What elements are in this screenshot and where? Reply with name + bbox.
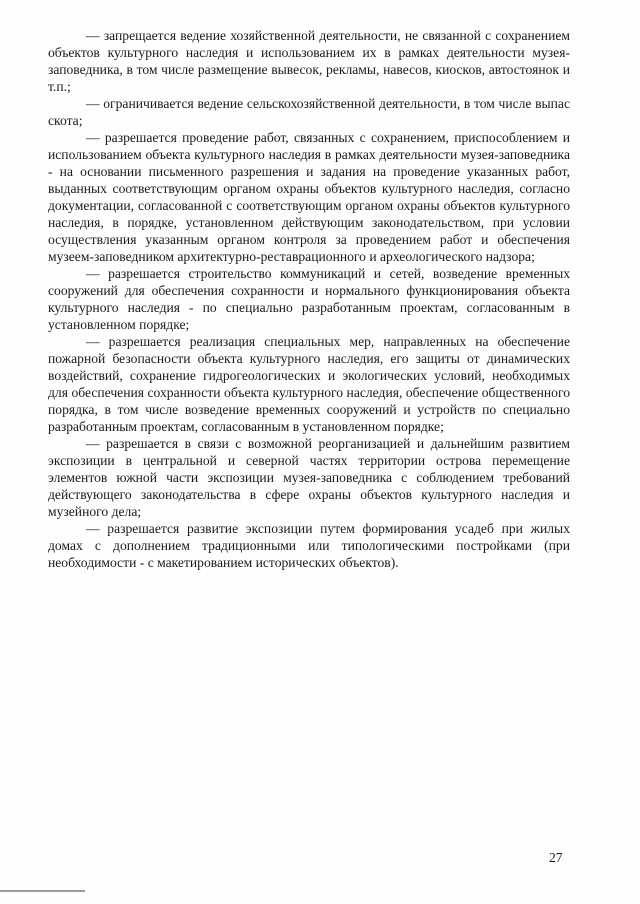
paragraph-agriculture-limit: — ограничивается ведение сельскохозяйственной деятельности, в том числе выпас скота; xyxy=(48,96,570,128)
page-number: 27 xyxy=(549,850,563,865)
scan-edge-mark xyxy=(0,890,85,892)
paragraph-exposition-relocation: — разрешается в связи с возможной реорганизацией и дальнейшим развитием экспозиции в центральной и северной частях территории острова перемещение элементов южной части экспозиции музея-заповедника с соблюдением требований действующего законодательства в сфере охраны объектов культурного наследия и музейного дела; xyxy=(48,436,570,519)
paragraph-conservation-works: — разрешается проведение работ, связанных с сохранением, приспособлением и использованием объекта культурного наследия в рамках деятельности музея-заповедника - на основании письменного разрешения и задания на проведение указанных работ, выданных соответствующим органом охраны объектов культурного наследия, согласно документации, согласованной с соответствующим органом охраны объектов культурного наследия, в порядке, установленном действующим законодательством, при условии осуществления указанным органом контроля за проведением работ и обеспечения музеем-заповедником архитектурно-реставрационного и археологического надзора; xyxy=(48,130,570,264)
document-body xyxy=(48,27,570,571)
paragraph-utilities-construction: — разрешается строительство коммуникаций и сетей, возведение временных сооружений для обеспечения сохранности и нормального функционирования объекта культурного наследия - по специально разработанным проектам, согласованным в установленном порядке; xyxy=(48,266,570,332)
paragraph-exposition-development: — разрешается развитие экспозиции путем формирования усадеб при жилых домах с дополнением традиционными или типологическими постройками (при необходимости - с макетированием исторических объектов). xyxy=(48,521,570,570)
paragraph-economic-activity-ban: — запрещается ведение хозяйственной деятельности, не связанной с сохранением объектов культурного наследия и использованием их в рамках деятельности музея-заповедника, в том числе размещение вывесок, рекламы, навесов, киосков, автостоянок и т.п.; xyxy=(48,28,570,94)
paragraph-fire-safety-measures: — разрешается реализация специальных мер, направленных на обеспечение пожарной безопасности объекта культурного наследия, его защиты от динамических воздействий, сохранение гидрогеологических и экологических условий, необходимых для обеспечения сохранности объекта культурного наследия, обеспечение общественного порядка, в том числе возведение временных сооружений и устройств по специально разработанным проектам, согласованным в установленном порядке; xyxy=(48,334,570,434)
